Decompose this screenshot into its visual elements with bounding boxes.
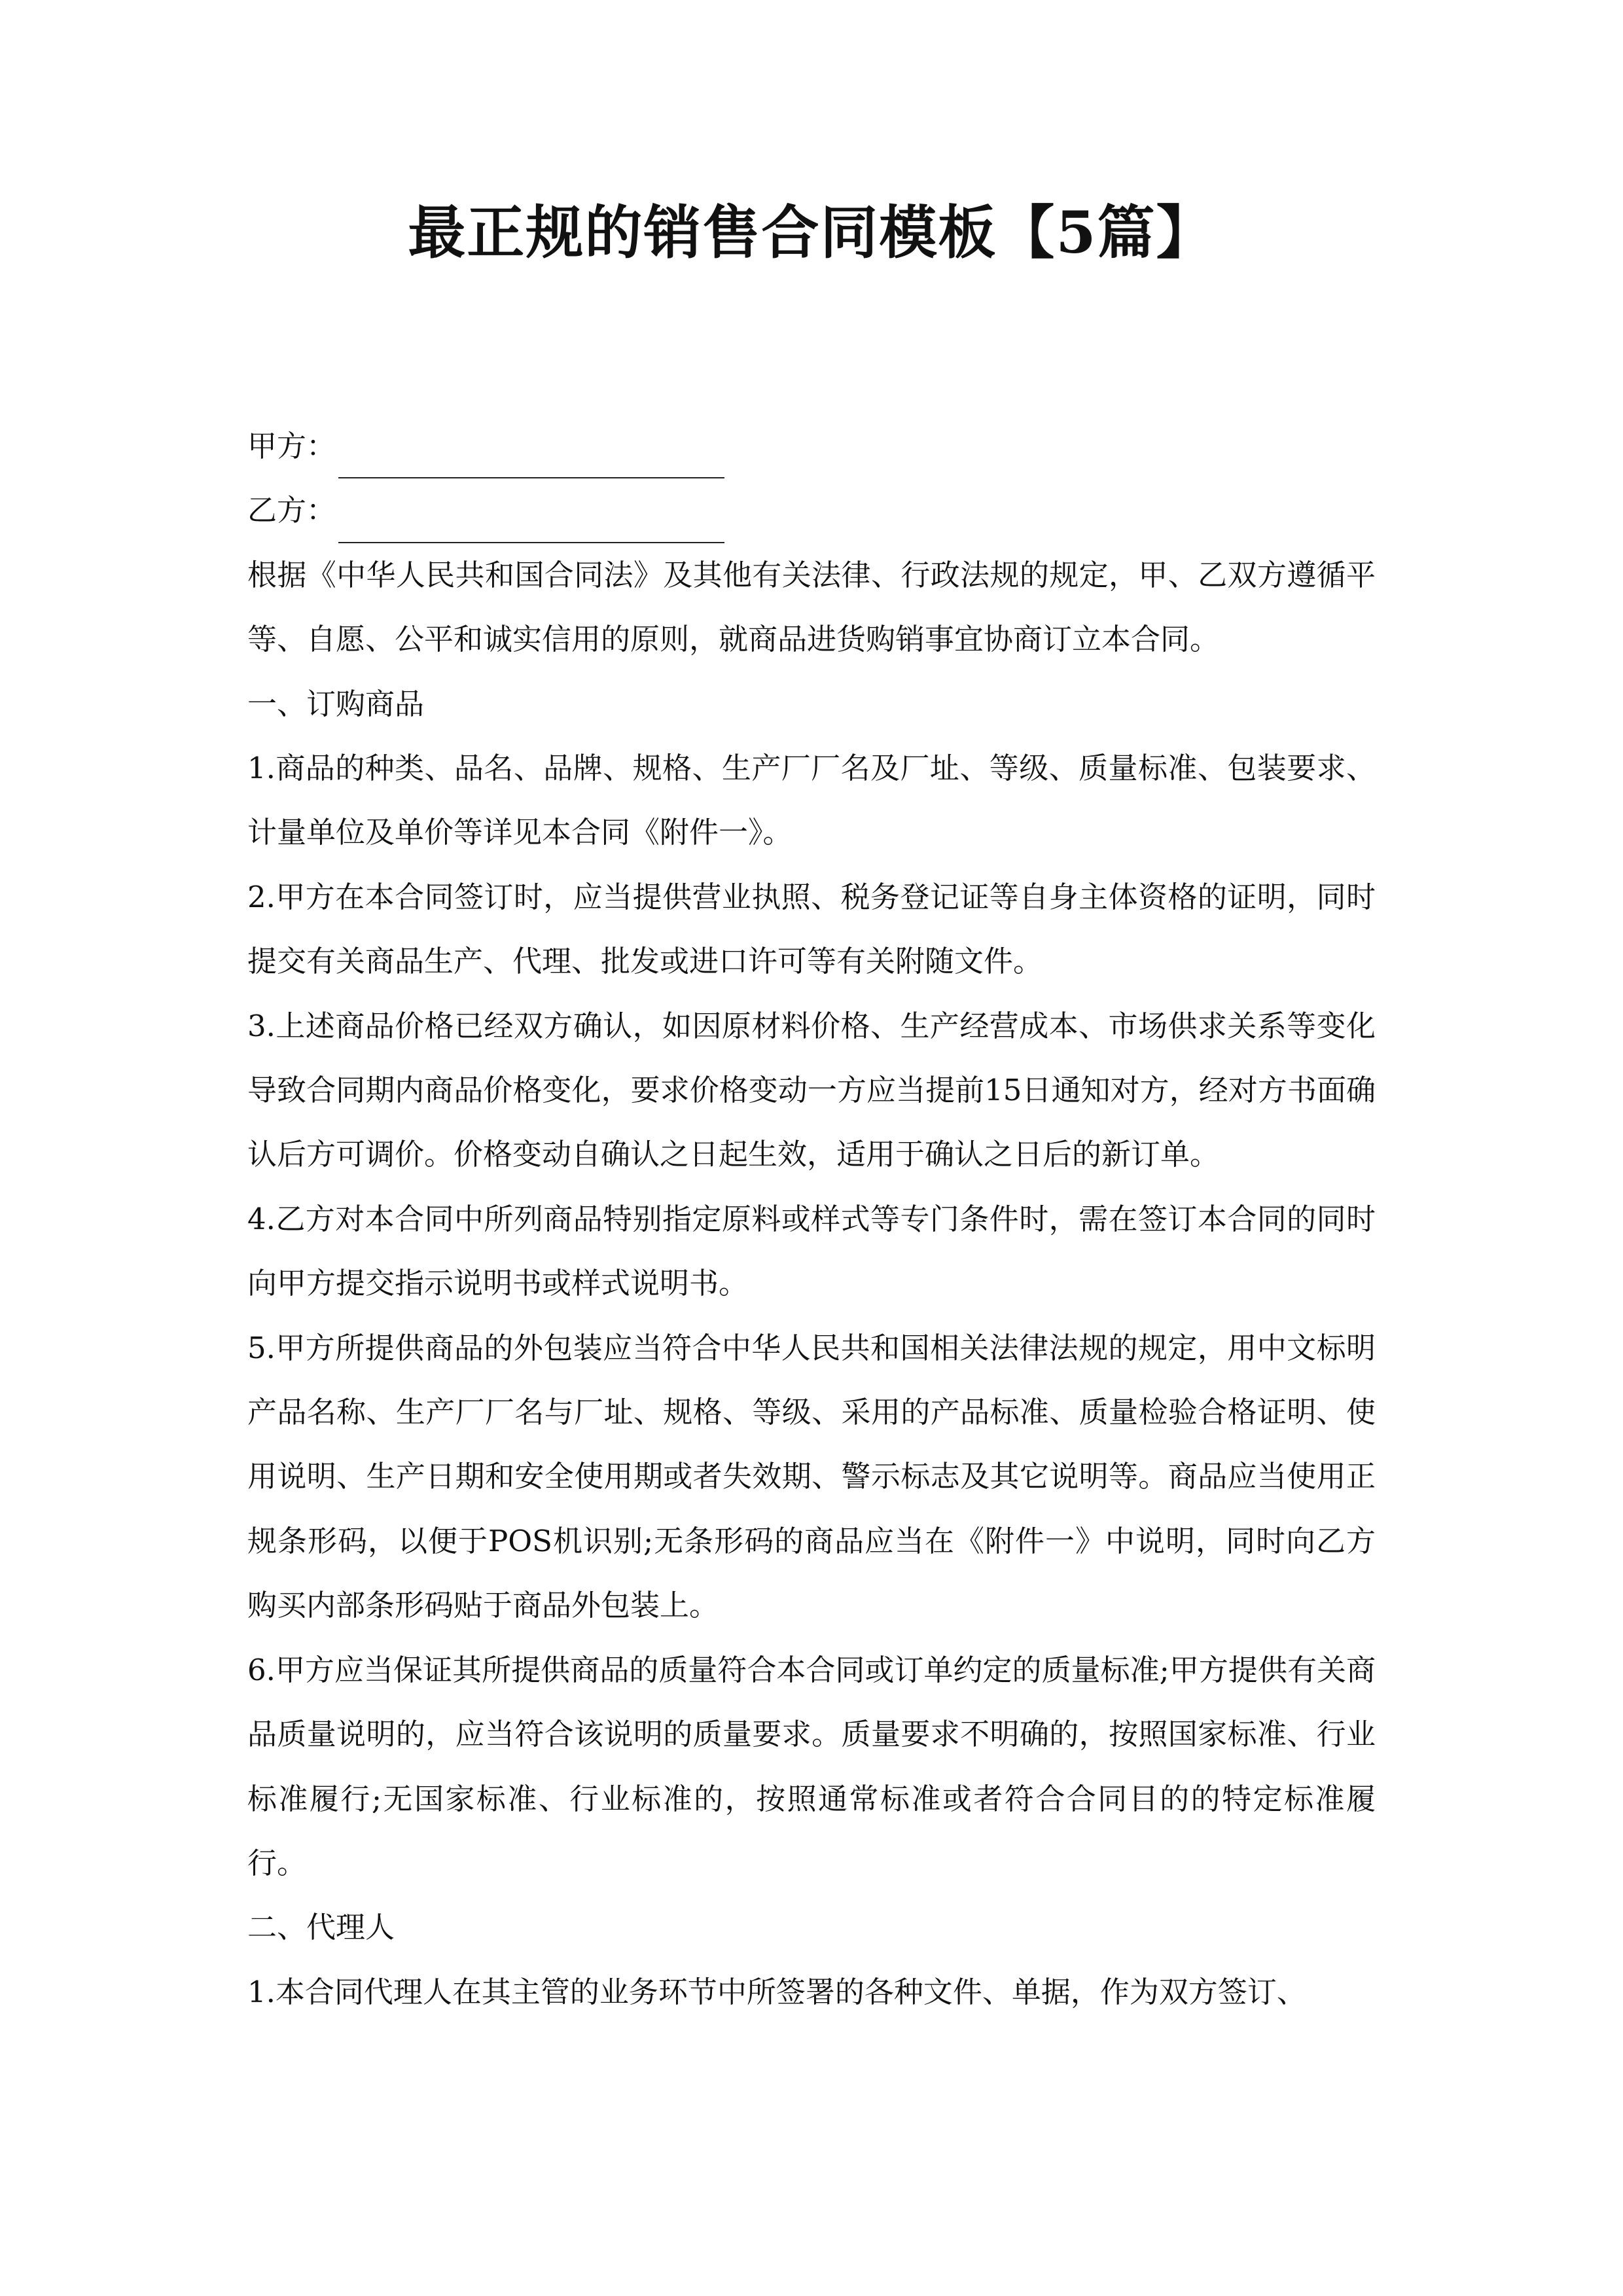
party-a-label: 甲方： xyxy=(247,429,336,463)
clause-1-6: 6.甲方应当保证其所提供商品的质量符合本合同或订单约定的质量标准;甲方提供有关商品质量说明的，应当符合该说明的质量要求。质量要求不明确的，按照国家标准、行业标准履行;无国家标准、行业标准的，按照通常标准或者符合合同目的的特定标准履行。 xyxy=(247,1652,1376,1880)
party-b-line xyxy=(247,478,1376,543)
party-b-blank xyxy=(338,503,724,543)
page-title: 最正规的销售合同模板【5篇】 xyxy=(408,198,1215,266)
intro-paragraph: 根据《中华人民共和国合同法》及其他有关法律、行政法规的规定，甲、乙双方遵循平等、自愿、公平和诚实信用的原则，就商品进货购销事宜协商订立本合同。 xyxy=(247,557,1376,657)
clause-1-2: 2.甲方在本合同签订时，应当提供营业执照、税务登记证等自身主体资格的证明，同时提交有关商品生产、代理、批发或进口许可等有关附随文件。 xyxy=(247,879,1376,979)
party-a-line xyxy=(247,414,1376,478)
clause-1-1: 1.商品的种类、品名、品牌、规格、生产厂厂名及厂址、等级、质量标准、包装要求、计量单位及单价等详见本合同《附件一》。 xyxy=(247,751,1376,850)
section-heading-agent: 二、代理人 xyxy=(247,1910,395,1945)
document-body xyxy=(247,414,1376,2024)
section-heading-order-goods: 一、订购商品 xyxy=(247,686,425,721)
clause-1-5: 5.甲方所提供商品的外包装应当符合中华人民共和国相关法律法规的规定，用中文标明产品名称、生产厂厂名与厂址、规格、等级、采用的产品标准、质量检验合格证明、使用说明、生产日期和安全使用期或者失效期、警示标志及其它说明等。商品应当使用正规条形码，以便于POS机识别;无条形码的商品应当在《附件一》中说明，同时向乙方购买内部条形码贴于商品外包装上。 xyxy=(247,1330,1376,1623)
clause-1-3: 3.上述商品价格已经双方确认，如因原材料价格、生产经营成本、市场供求关系等变化导致合同期内商品价格变化，要求价格变动一方应当提前15日通知对方，经对方书面确认后方可调价。价格变动自确认之日起生效，适用于确认之日后的新订单。 xyxy=(247,1008,1376,1172)
party-b-label: 乙方： xyxy=(247,493,336,528)
clause-1-4: 4.乙方对本合同中所列商品特别指定原料或样式等专门条件时，需在签订本合同的同时向甲方提交指示说明书或样式说明书。 xyxy=(247,1201,1376,1301)
party-a-blank xyxy=(338,438,724,478)
clause-2-1: 1.本合同代理人在其主管的业务环节中所签署的各种文件、单据，作为双方签订、 xyxy=(247,1974,1306,2009)
